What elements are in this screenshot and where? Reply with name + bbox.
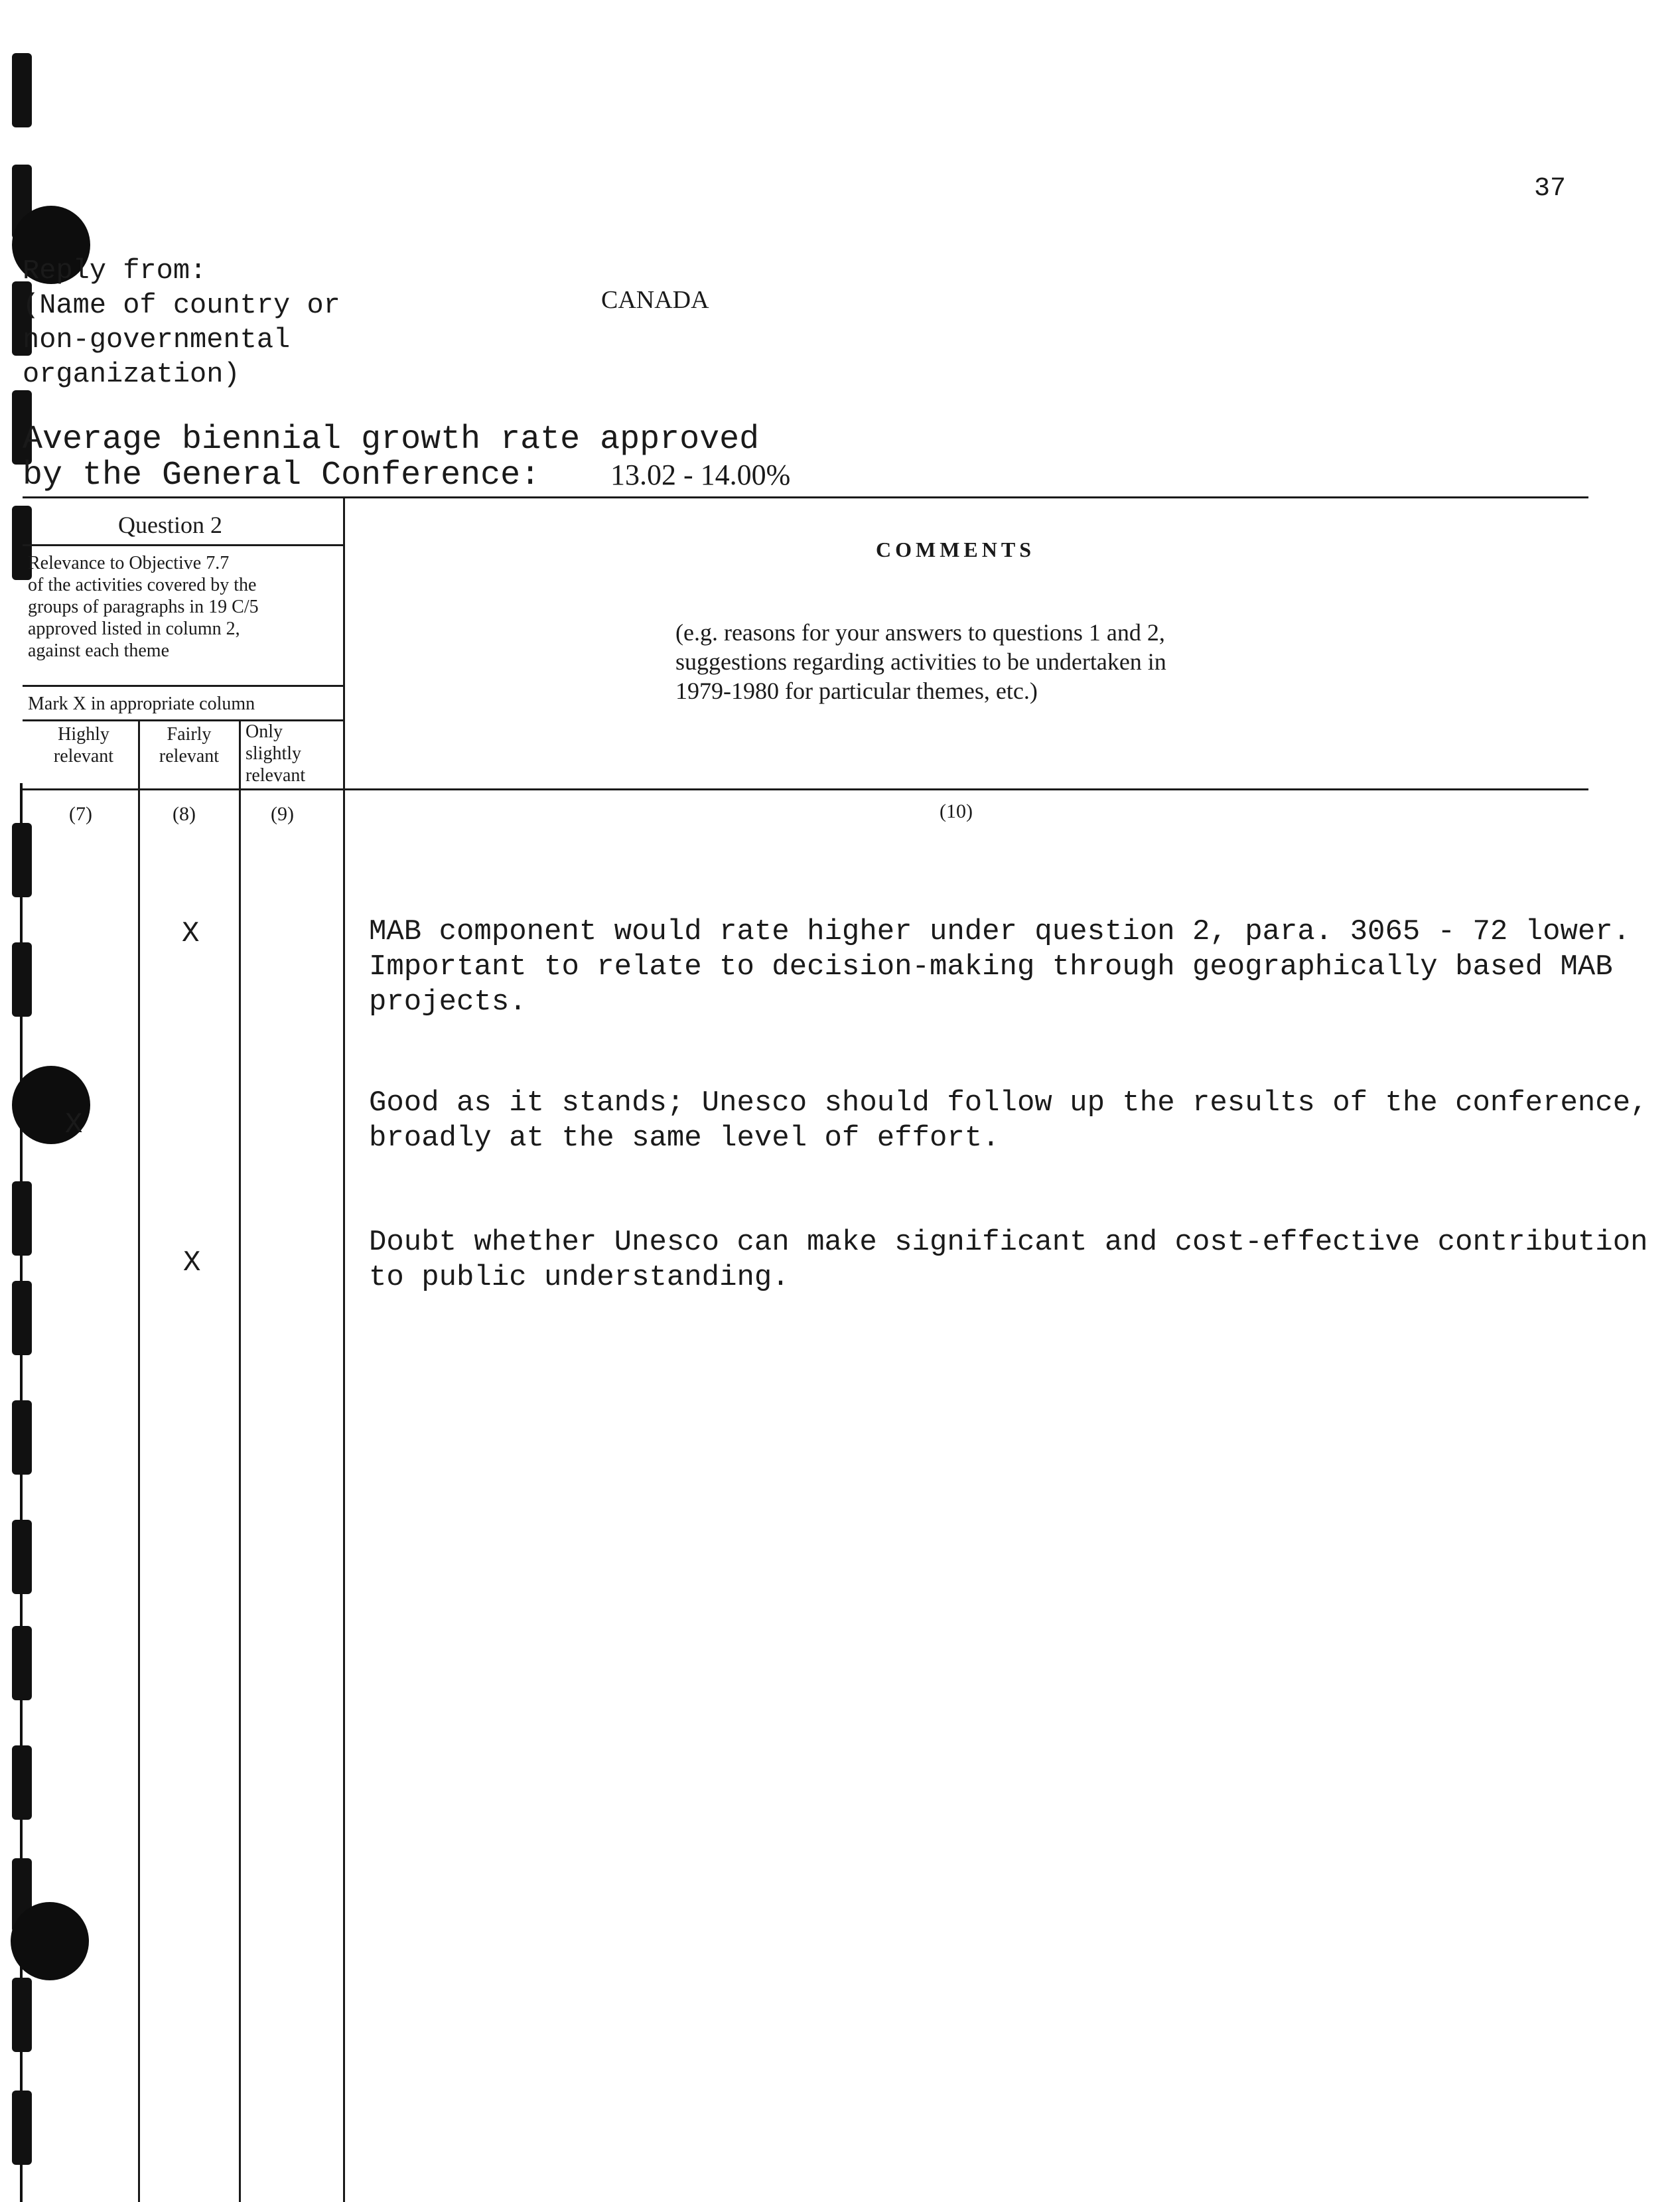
relevance-line: Relevance to Objective 7.7	[28, 553, 230, 573]
table-header-bottom-rule	[23, 788, 1588, 790]
column-divider	[239, 719, 241, 2202]
comment-line: projects.	[369, 986, 527, 1019]
column-divider	[343, 496, 345, 2202]
comments-title: COMMENTS	[876, 538, 1035, 561]
comment-line: to public understanding.	[369, 1261, 790, 1294]
header-rule	[23, 544, 345, 546]
comments-hint-line: (e.g. reasons for your answers to questions 1 and 2,	[675, 619, 1165, 646]
relevance-mark: X	[183, 1246, 201, 1280]
growth-rate-value: 13.02 - 14.00%	[610, 459, 791, 491]
reply-label: Reply from:	[23, 255, 207, 287]
comment-line: Doubt whether Unesco can make significant and cost-effective contribution	[369, 1226, 1648, 1259]
column-header-line: relevant	[159, 746, 220, 767]
relevance-mark: X	[65, 1108, 83, 1141]
column-header-line: Highly	[58, 724, 109, 745]
comment-line: Good as it stands; Unesco should follow up the results of the conference,	[369, 1086, 1648, 1120]
column-number: (9)	[271, 803, 294, 825]
relevance-line: of the activities covered by the	[28, 575, 257, 595]
relevance-line: approved listed in column 2,	[28, 619, 240, 639]
growth-label-line2: by the General Conference:	[23, 457, 541, 494]
comment-line: MAB component would rate higher under question 2, para. 3065 - 72 lower.	[369, 915, 1631, 948]
reply-name-line: non-governmental	[23, 324, 291, 356]
column-header-only-slightly-relevant	[245, 721, 338, 786]
column-header-fairly-relevant	[139, 723, 239, 767]
column-header-line: relevant	[245, 765, 306, 786]
growth-label-line1: Average biennial growth rate approved	[23, 421, 760, 459]
table-top-rule	[23, 496, 1588, 498]
reply-name-line: organization)	[23, 358, 240, 390]
mark-instruction: Mark X in appropriate column	[28, 694, 255, 714]
comment-line: broadly at the same level of effort.	[369, 1122, 1000, 1155]
column-header-line: slightly	[245, 743, 302, 764]
binder-line	[20, 783, 23, 2202]
relevance-line: groups of paragraphs in 19 C/5	[28, 597, 259, 617]
relevance-line: against each theme	[28, 640, 170, 661]
country-value: CANADA	[601, 286, 709, 314]
column-number: (8)	[173, 803, 196, 825]
comments-hint-line: 1979-1980 for particular themes, etc.)	[675, 678, 1038, 704]
column-header-line: Fairly	[167, 724, 212, 745]
column-number: (10)	[940, 800, 973, 822]
column-number: (7)	[69, 803, 92, 825]
binder-mark	[12, 53, 32, 127]
comment-line: Important to relate to decision-making through geographically based MAB	[369, 950, 1613, 984]
question-title: Question 2	[118, 512, 222, 538]
column-header-line: relevant	[53, 746, 114, 767]
page-number: 37	[1534, 174, 1567, 204]
column-header-highly-relevant	[37, 723, 130, 767]
punch-hole	[11, 1902, 89, 1980]
column-header-line: Only	[245, 721, 283, 742]
comments-hint-line: suggestions regarding activities to be undertaken in	[675, 648, 1166, 675]
relevance-mark: X	[182, 917, 200, 950]
column-divider	[138, 719, 140, 2202]
header-rule	[23, 685, 345, 687]
reply-name-line: (Name of country or	[23, 289, 340, 321]
